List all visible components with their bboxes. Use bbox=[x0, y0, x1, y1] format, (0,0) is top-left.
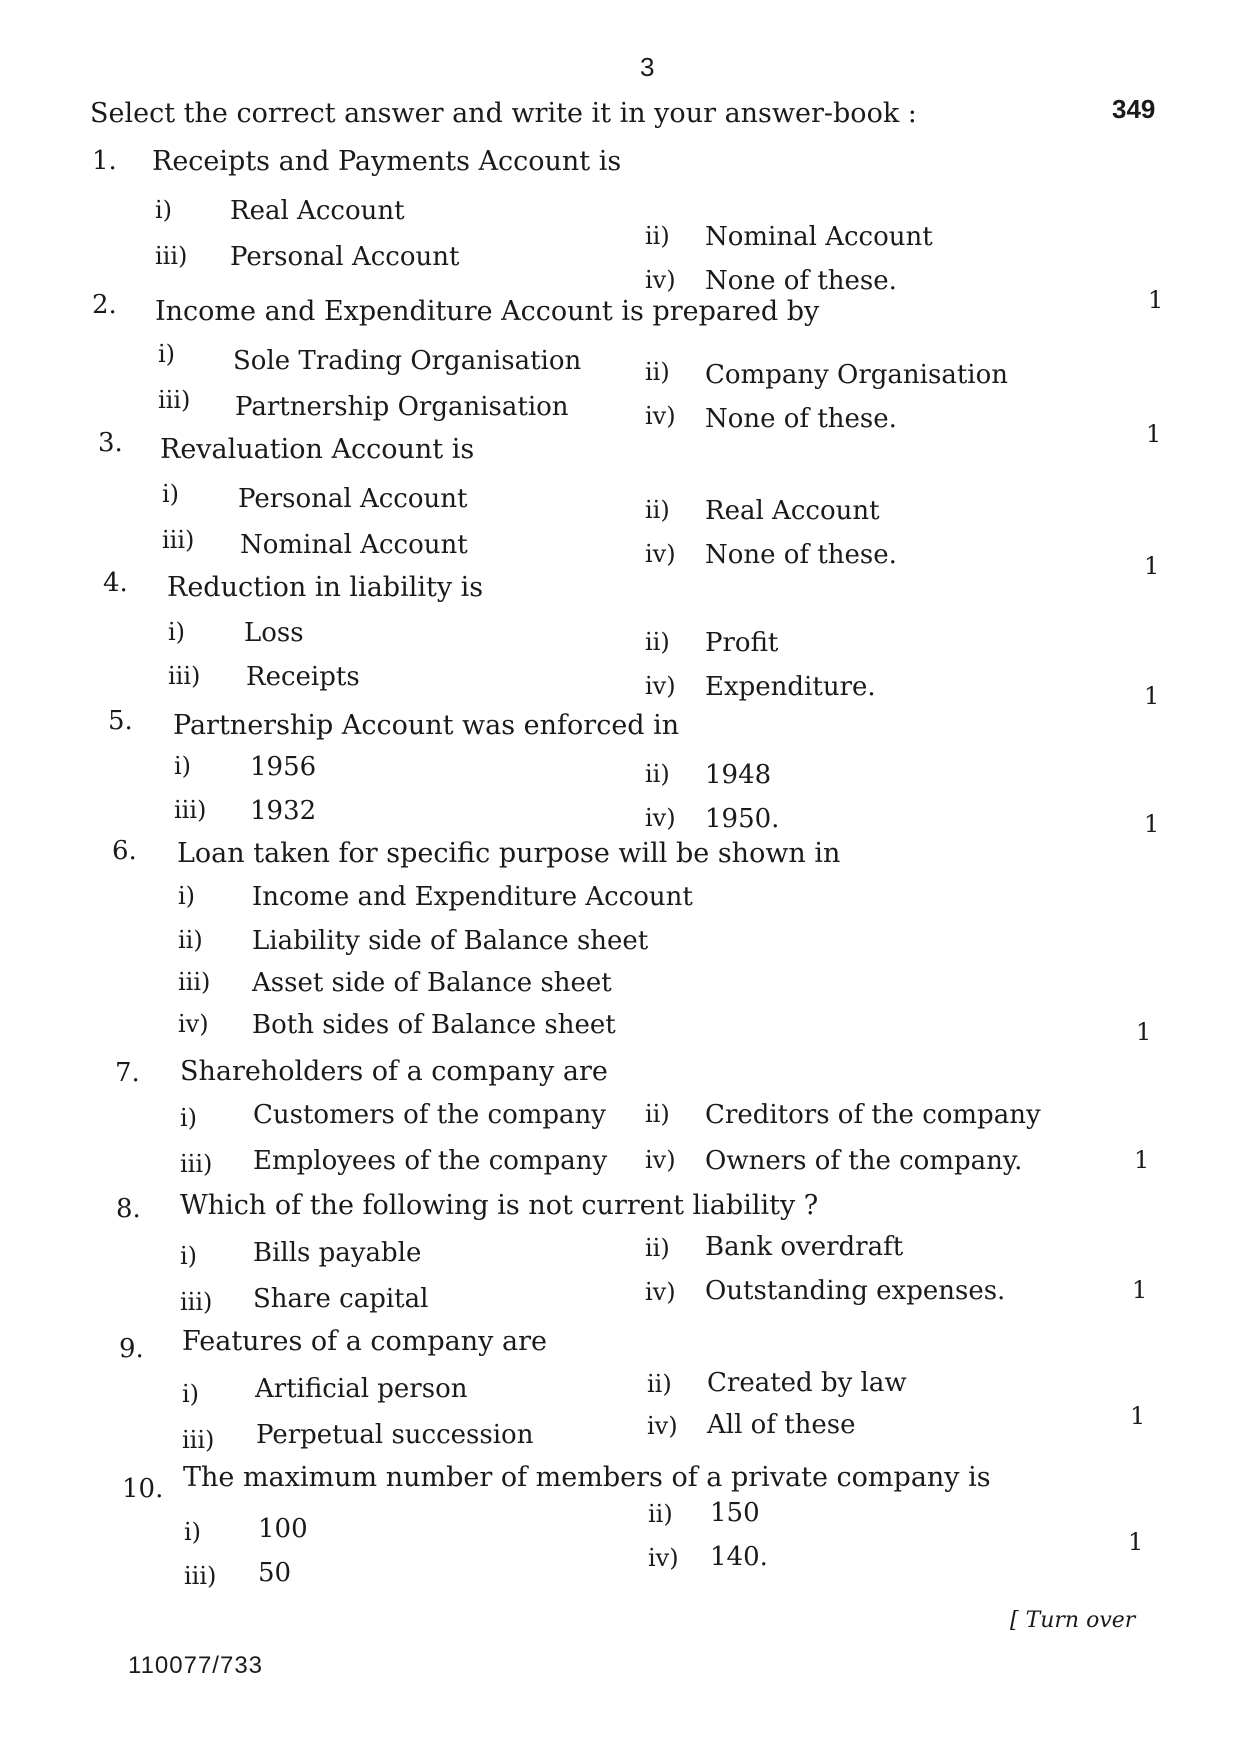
option-label: iv) bbox=[647, 1412, 678, 1440]
option-label: ii) bbox=[647, 1370, 672, 1398]
option-label: iii) bbox=[158, 386, 191, 414]
option-text: Company Organisation bbox=[705, 360, 1008, 390]
marks: 1 bbox=[1146, 420, 1162, 448]
option-text: 1932 bbox=[250, 796, 317, 826]
option-text: Share capital bbox=[253, 1284, 429, 1314]
question-number: 2. bbox=[92, 290, 117, 320]
option-text: Employees of the company bbox=[253, 1146, 608, 1176]
option-label: i) bbox=[182, 1380, 200, 1408]
option-text: 50 bbox=[258, 1558, 292, 1588]
document-code: 110077/733 bbox=[128, 1652, 264, 1679]
option-text: Bills payable bbox=[253, 1238, 422, 1268]
option-label: ii) bbox=[645, 760, 670, 788]
option-text: Profit bbox=[705, 628, 779, 658]
option-label: i) bbox=[174, 752, 192, 780]
marks: 1 bbox=[1128, 1528, 1144, 1556]
question-number: 6. bbox=[112, 836, 137, 866]
question-text: Receipts and Payments Account is bbox=[152, 146, 622, 177]
option-text: Real Account bbox=[705, 496, 880, 526]
option-text: 150 bbox=[710, 1498, 760, 1528]
option-label: ii) bbox=[648, 1500, 673, 1528]
option-text: Real Account bbox=[230, 196, 405, 226]
option-label: ii) bbox=[645, 628, 670, 656]
option-text: None of these. bbox=[705, 266, 897, 296]
option-label: ii) bbox=[645, 1234, 670, 1262]
option-label: i) bbox=[180, 1242, 198, 1270]
page-number: 3 bbox=[640, 52, 655, 82]
question-number: 7. bbox=[115, 1058, 140, 1088]
question-text: Loan taken for specific purpose will be shown in bbox=[177, 838, 841, 869]
marks: 1 bbox=[1136, 1018, 1152, 1046]
marks: 1 bbox=[1144, 552, 1160, 580]
option-text: Sole Trading Organisation bbox=[233, 346, 582, 376]
option-text: 100 bbox=[258, 1514, 308, 1544]
marks: 1 bbox=[1148, 286, 1164, 314]
option-label: i) bbox=[178, 882, 196, 910]
marks: 1 bbox=[1134, 1146, 1150, 1174]
option-label: ii) bbox=[645, 222, 670, 250]
option-text: Outstanding expenses. bbox=[705, 1276, 1006, 1306]
question-number: 5. bbox=[108, 706, 133, 736]
question-text: Revaluation Account is bbox=[160, 434, 475, 465]
option-text: Liability side of Balance sheet bbox=[252, 926, 649, 956]
marks: 1 bbox=[1144, 810, 1160, 838]
option-text: 1950. bbox=[705, 804, 780, 834]
option-label: ii) bbox=[645, 1100, 670, 1128]
option-text: Owners of the company. bbox=[705, 1146, 1023, 1176]
option-text: All of these bbox=[707, 1410, 856, 1440]
option-text: Personal Account bbox=[230, 242, 460, 272]
question-number: 8. bbox=[116, 1194, 141, 1224]
question-number: 1. bbox=[92, 146, 117, 176]
question-number: 10. bbox=[122, 1474, 164, 1504]
option-text: Expenditure. bbox=[705, 672, 876, 702]
option-label: iii) bbox=[162, 526, 195, 554]
option-text: None of these. bbox=[705, 404, 897, 434]
marks: 1 bbox=[1132, 1276, 1148, 1304]
option-text: Created by law bbox=[707, 1368, 907, 1398]
option-label: iv) bbox=[645, 402, 676, 430]
paper-code: 349 bbox=[1112, 94, 1156, 124]
option-text: Asset side of Balance sheet bbox=[252, 968, 612, 998]
option-label: iii) bbox=[184, 1562, 217, 1590]
option-label: iv) bbox=[645, 804, 676, 832]
question-number: 3. bbox=[98, 428, 123, 458]
option-label: iii) bbox=[182, 1426, 215, 1454]
option-text: Income and Expenditure Account bbox=[252, 882, 693, 912]
option-text: Partnership Organisation bbox=[235, 392, 569, 422]
option-text: Receipts bbox=[246, 662, 360, 692]
option-label: iii) bbox=[178, 968, 211, 996]
option-label: i) bbox=[184, 1518, 202, 1546]
option-text: Loss bbox=[244, 618, 304, 648]
option-text: Both sides of Balance sheet bbox=[252, 1010, 616, 1040]
option-text: Perpetual succession bbox=[256, 1420, 534, 1450]
option-label: iii) bbox=[180, 1288, 213, 1316]
question-number: 4. bbox=[103, 568, 128, 598]
option-text: Customers of the company bbox=[253, 1100, 606, 1130]
marks: 1 bbox=[1130, 1402, 1146, 1430]
option-text: Creditors of the company bbox=[705, 1100, 1041, 1130]
option-label: i) bbox=[155, 196, 173, 224]
option-text: None of these. bbox=[705, 540, 897, 570]
option-label: iii) bbox=[180, 1150, 213, 1178]
option-label: i) bbox=[158, 340, 176, 368]
option-label: iv) bbox=[645, 540, 676, 568]
option-label: i) bbox=[162, 480, 180, 508]
option-label: ii) bbox=[645, 358, 670, 386]
option-text: Bank overdraft bbox=[705, 1232, 904, 1262]
option-text: Artificial person bbox=[255, 1374, 468, 1404]
option-label: iv) bbox=[178, 1010, 209, 1038]
option-label: iii) bbox=[155, 242, 188, 270]
question-number: 9. bbox=[119, 1334, 144, 1364]
question-text: The maximum number of members of a private company is bbox=[183, 1462, 991, 1493]
question-text: Partnership Account was enforced in bbox=[173, 710, 680, 741]
option-label: iii) bbox=[174, 796, 207, 824]
question-text: Features of a company are bbox=[182, 1326, 547, 1357]
question-text: Which of the following is not current liability ? bbox=[180, 1190, 819, 1221]
option-text: Nominal Account bbox=[705, 222, 933, 252]
marks: 1 bbox=[1144, 682, 1160, 710]
option-label: iv) bbox=[645, 266, 676, 294]
question-text: Reduction in liability is bbox=[167, 572, 484, 603]
option-text: Nominal Account bbox=[240, 530, 468, 560]
question-text: Shareholders of a company are bbox=[180, 1056, 608, 1087]
option-text: 1956 bbox=[250, 752, 317, 782]
option-label: iii) bbox=[168, 662, 201, 690]
question-text: Income and Expenditure Account is prepared by bbox=[155, 296, 820, 327]
option-label: iv) bbox=[648, 1544, 679, 1572]
instruction: Select the correct answer and write it in your answer-book : bbox=[90, 98, 917, 129]
option-label: ii) bbox=[178, 926, 203, 954]
option-text: Personal Account bbox=[238, 484, 468, 514]
option-label: i) bbox=[180, 1104, 198, 1132]
option-label: iv) bbox=[645, 1278, 676, 1306]
option-text: 1948 bbox=[705, 760, 772, 790]
option-label: iv) bbox=[645, 1146, 676, 1174]
option-label: ii) bbox=[645, 496, 670, 524]
turn-over-note: [ Turn over bbox=[1010, 1608, 1136, 1633]
option-label: iv) bbox=[645, 672, 676, 700]
option-label: i) bbox=[168, 618, 186, 646]
option-text: 140. bbox=[710, 1542, 768, 1572]
